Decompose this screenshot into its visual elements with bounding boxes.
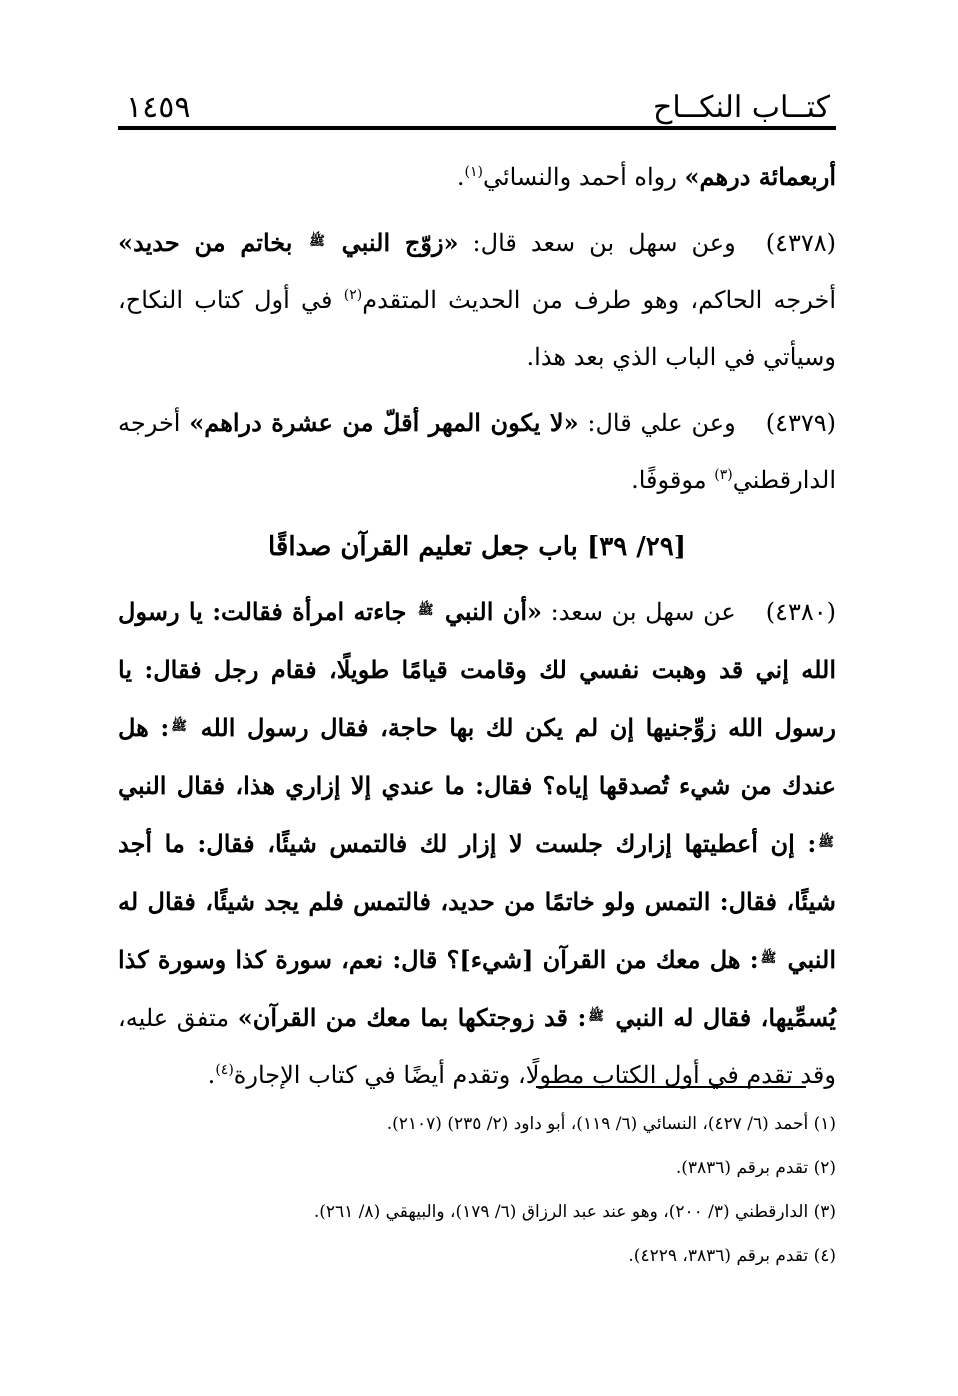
- salawat-symbol: ﷺ: [760, 951, 777, 966]
- salawat-symbol: ﷺ: [818, 835, 834, 850]
- chapter-title: كتــاب النكــاح: [652, 90, 830, 125]
- footnote-3: (٣) الدارقطني (٣/ ٢٠٠)، وهو عند عبد الرزاق (٦/ ١٧٩)، والبيهقي (٨/ ٢٦١).: [313, 1202, 836, 1222]
- source-text: متفق عليه، وقد تقدم في أول الكتاب مطولًا، وتقدم أيضًا في كتاب الإجارة: [118, 1004, 836, 1089]
- narration-intro: عن سهل بن سعد:: [542, 598, 736, 626]
- footnote-4: (٤) تقدم برقم (٣٨٣٦، ٤٢٢٩).: [628, 1246, 836, 1266]
- footnote-ref-2: (٢): [343, 287, 363, 303]
- footnote-divider: [536, 1086, 806, 1088]
- quote-text: «لا يكون المهر أقلّ من عشرة دراهم»: [189, 408, 579, 437]
- running-header: [118, 80, 836, 130]
- quote-text: جاءته امرأة فقالت: يا رسول الله إني قد وهبت نفسي لك وقامت قيامًا طويلًا، فقام رجل فقال: يا رسول الله زوِّجنيها إن لم يكن لك بها حاجة، فقال رسول الله: [118, 597, 837, 742]
- salawat-symbol: ﷺ: [417, 603, 434, 618]
- quote-text: : إن أعطيتها إزارك جلست لا إزار لك فالتمس شيئًا، فقال: ما أجد شيئًا، فقال: التمس ولو خاتمًا من حديد، فالتمس فلم يجد شيئًا، فقال له النبي: [118, 829, 837, 974]
- quote-text: «أن النبي: [435, 597, 542, 626]
- source-text: موقوفًا.: [631, 466, 715, 494]
- hadith-number: (٤٣٧٩): [765, 409, 837, 437]
- page-number: ١٤٥٩: [126, 90, 191, 125]
- footnote-ref-3: (٣): [714, 467, 733, 483]
- quote-text: أربعمائة درهم»: [684, 162, 836, 191]
- hadith-4378: [118, 214, 836, 386]
- narration-intro: وعن علي قال:: [578, 409, 736, 437]
- hadith-number: (٤٣٨٠): [765, 598, 836, 626]
- salawat-symbol: ﷺ: [588, 1009, 605, 1024]
- hadith-4380: [118, 583, 836, 1104]
- narration-intro: وعن سهل بن سعد قال:: [458, 229, 736, 257]
- main-text: [118, 148, 836, 1112]
- source-text: أخرجه الدارقطني: [118, 409, 836, 494]
- section-heading: [٢٩/ ٣٩] باب جعل تعليم القرآن صداقًا: [267, 532, 687, 562]
- paragraph-continuation: [118, 148, 836, 206]
- hadith-number: (٤٣٧٨): [765, 229, 836, 257]
- period: .: [456, 163, 465, 191]
- footnote-2: (٢) تقدم برقم (٣٨٣٦).: [675, 1158, 836, 1178]
- quote-text: : هل عندك من شيء تُصدقها إياه؟ فقال: ما عندي إلا إزاري هذا، فقال النبي: [118, 713, 836, 800]
- footnote-1: (١) أحمد (٦/ ٤٢٧)، النسائي (٦/ ١١٩)، أبو داود (٢/ ٢٣٥) (٢١٠٧).: [386, 1114, 836, 1134]
- source-text: في أول كتاب النكاح، وسيأتي في الباب الذي بعد هذا.: [118, 286, 836, 371]
- quote-text: : هل معك من القرآن [شيء]؟ قال: نعم، سورة كذا وسورة كذا يُسمِّيها، فقال له النبي: [118, 945, 836, 1032]
- quote-text: : قد زوجتكها بما معك من القرآن»: [237, 1003, 587, 1032]
- footnotes: [118, 1102, 836, 1278]
- source-text: أخرجه الحاكم، وهو طرف من الحديث المتقدم: [362, 286, 837, 314]
- quote-text: بخاتم من حديد»: [118, 228, 308, 257]
- footnote-ref-4: (٤): [215, 1062, 234, 1078]
- quote-text: «زوّج النبي: [326, 228, 459, 257]
- salawat-symbol: ﷺ: [309, 234, 325, 249]
- period: .: [207, 1061, 216, 1089]
- hadith-4379: [118, 394, 836, 509]
- source-text: رواه أحمد والنسائي: [482, 163, 685, 191]
- footnote-ref-1: (١): [464, 164, 483, 180]
- salawat-symbol: ﷺ: [171, 719, 188, 734]
